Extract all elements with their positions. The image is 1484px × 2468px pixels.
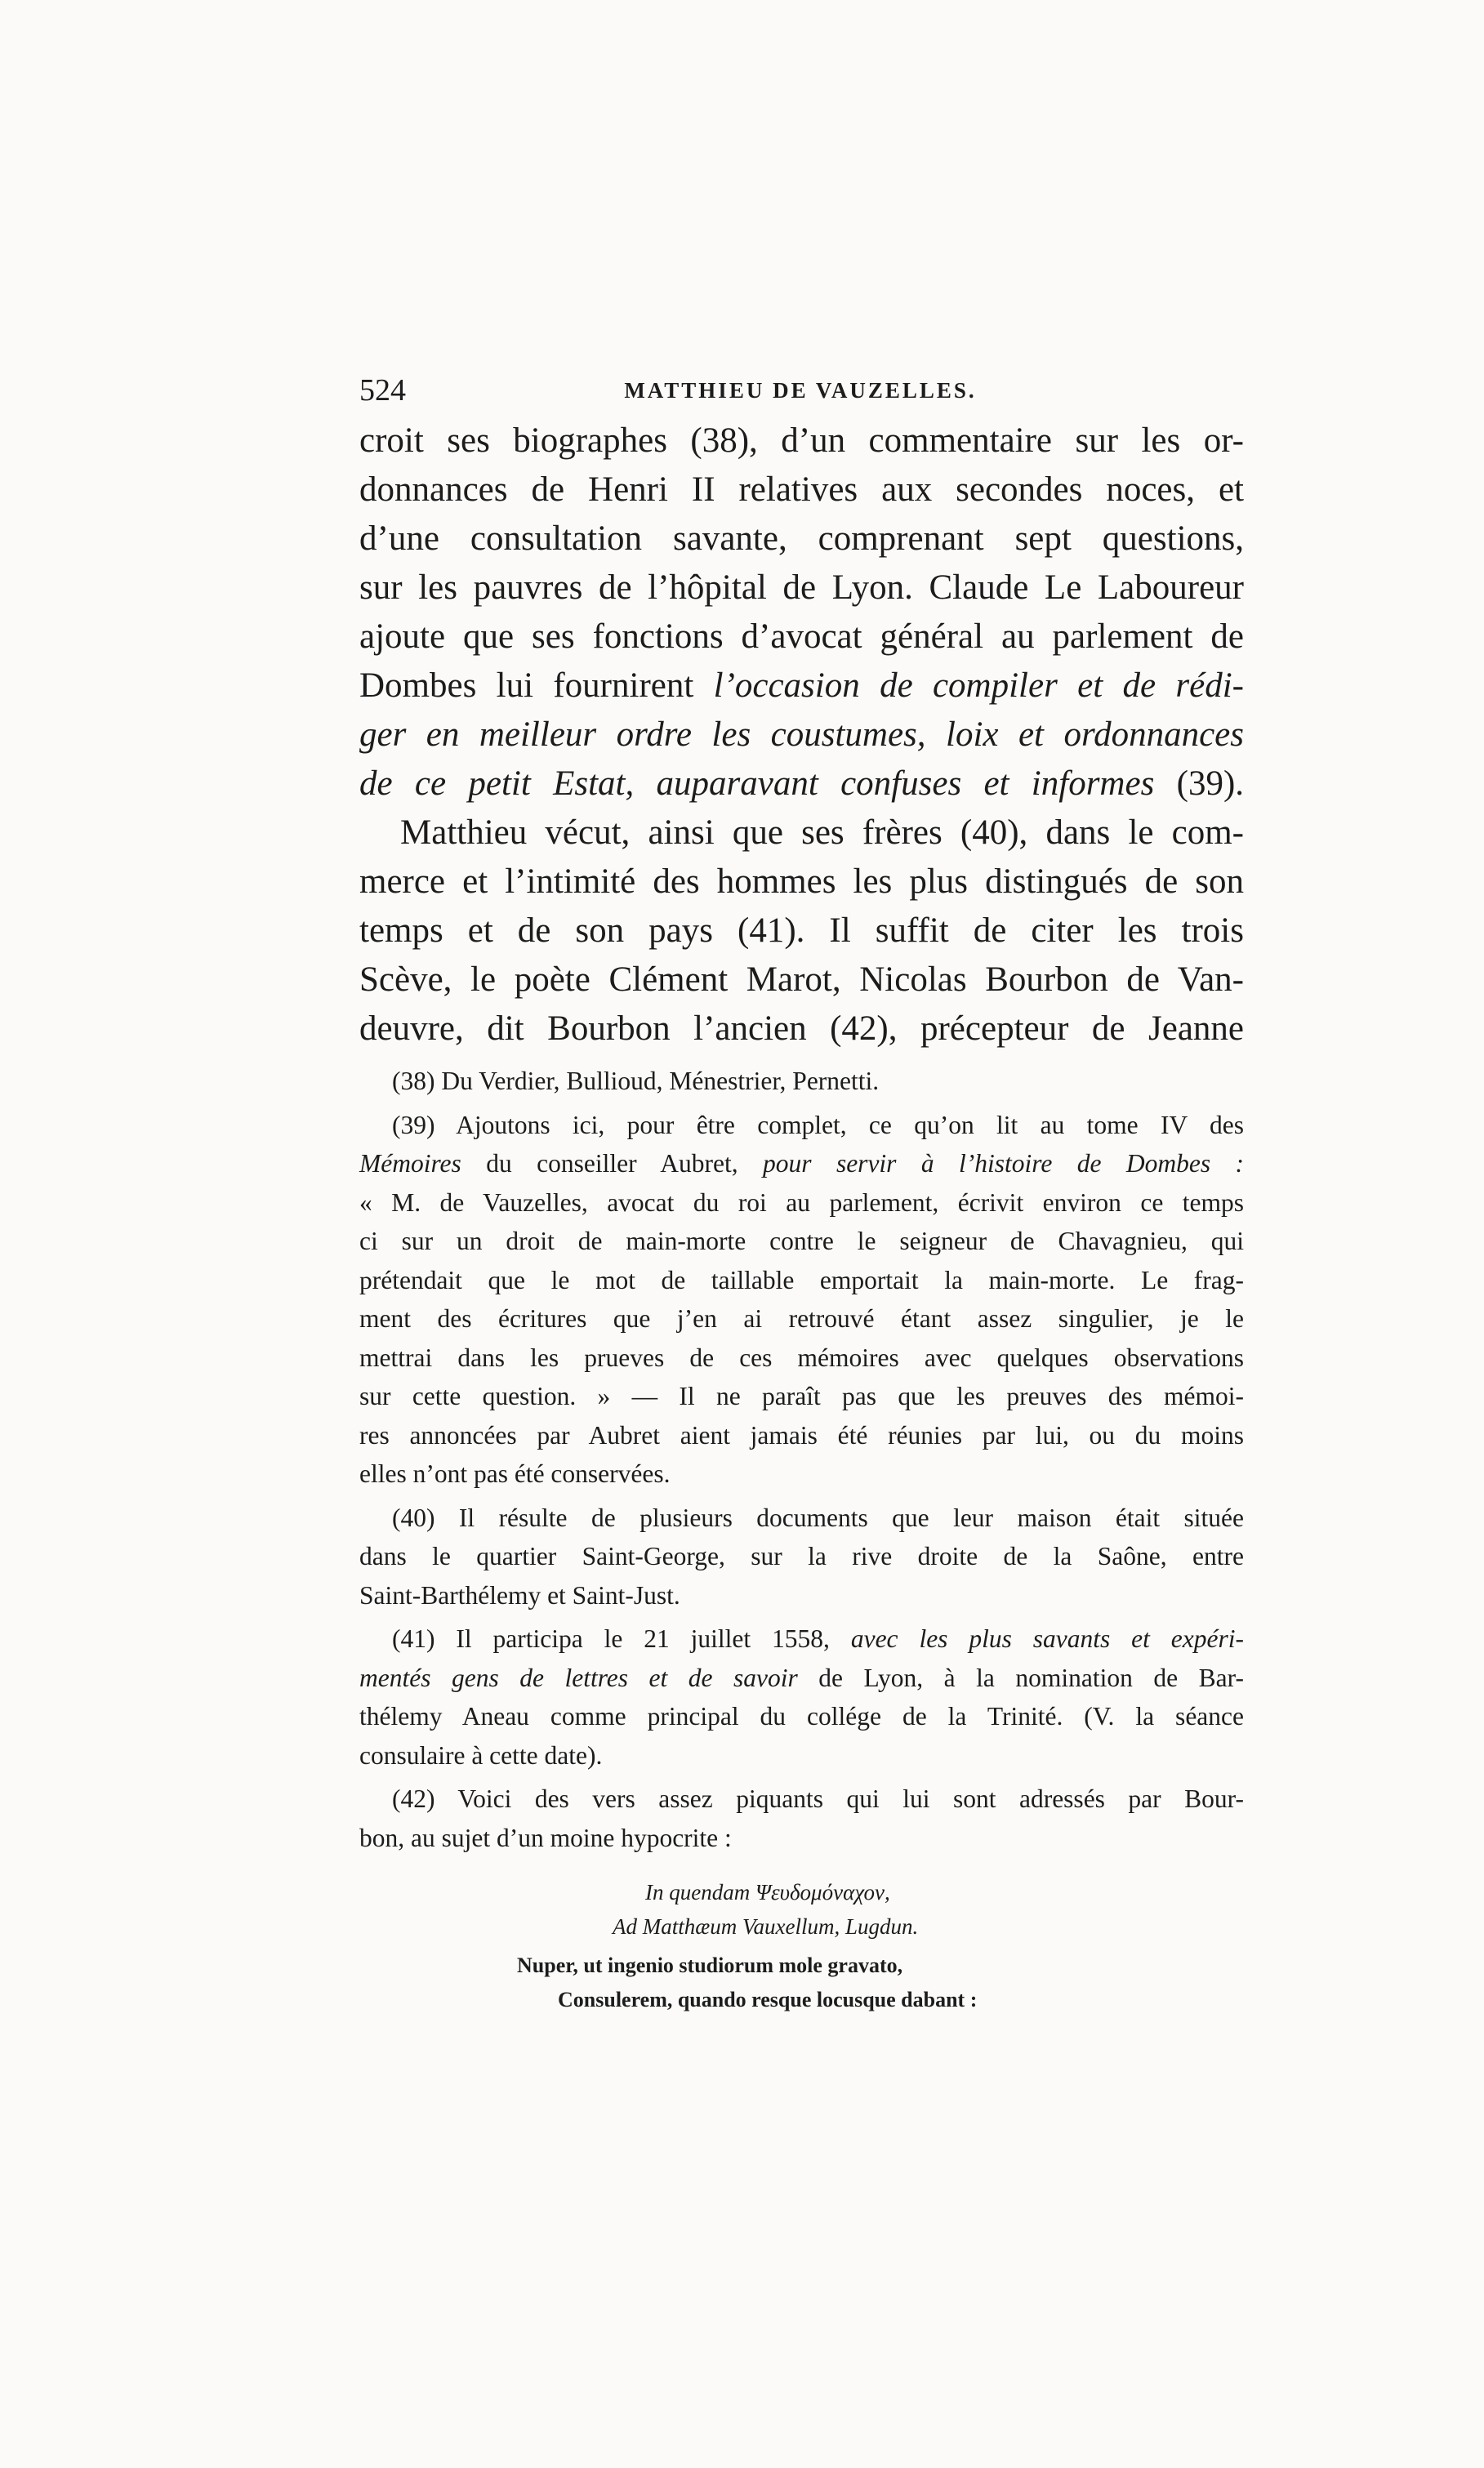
footnote-line: (40) Il résulte de plusieurs documents que leur maison était située: [392, 1503, 1244, 1532]
main-text: [359, 417, 1244, 1054]
footnote-line: dans le quartier Saint-George, sur la rive droite de la Saône, entre: [359, 1542, 1244, 1570]
footnote-line: ci sur un droit de main-morte contre le seigneur de Chavagnieu, qui: [359, 1227, 1244, 1255]
footnote-line: prétendait que le mot de taillable emportait la main-morte. Le frag-: [359, 1265, 1244, 1294]
text-line: Scève, le poète Clément Marot, Nicolas Bourbon de Van-: [359, 960, 1244, 999]
text-line: deuvre, dit Bourbon l’ancien (42), précepteur de Jeanne: [359, 1009, 1244, 1048]
text-line: donnances de Henri II relatives aux secondes noces, et: [359, 470, 1244, 509]
footnote-line: consulaire à cette date).: [359, 1740, 603, 1770]
italic-quote: mentés gens de lettres et de savoir: [359, 1663, 798, 1692]
footnote-line: « M. de Vauzelles, avocat du roi au parlement, écrivit environ ce temps: [359, 1187, 1244, 1217]
footnotes: [359, 1062, 1244, 1857]
text-segment: (41) Il participa le 21 juillet 1558,: [392, 1624, 830, 1653]
verse-line: Nuper, ut ingenio studiorum mole gravato,: [517, 1953, 903, 1977]
italic-quote: pour servir à l’histoire de Dombes :: [763, 1149, 1245, 1178]
italic-quote: de ce petit Estat, auparavant confuses et informes: [359, 764, 1155, 803]
text-line: merce et l’intimité des hommes les plus distingués de son: [359, 862, 1244, 901]
footnote-line: (42) Voici des vers assez piquants qui lui sont adressés par Bour-: [392, 1784, 1244, 1813]
text-segment: du conseiller Aubret,: [486, 1149, 738, 1178]
footnote-line: ment des écritures que j’en ai retrouvé étant assez singulier, je le: [359, 1304, 1244, 1333]
text-segment: (39).: [1176, 764, 1245, 803]
text-line: [359, 662, 1244, 711]
footnote-line: bon, au sujet d’un moine hypocrite :: [359, 1823, 732, 1852]
text-line: ajoute que ses fonctions d’avocat général au parlement de: [359, 617, 1244, 656]
running-title: MATTHIEU DE VAUZELLES.: [624, 378, 977, 403]
footnote-line: sur cette question. » — Il ne paraît pas que les preuves des mémoi-: [359, 1382, 1244, 1410]
italic-quote: Mémoires: [359, 1149, 461, 1178]
text-line: Matthieu vécut, ainsi que ses frères (40), dans le com-: [400, 813, 1244, 852]
verse-title: In quendam Ψευδομόναχον,: [645, 1880, 890, 1904]
text-segment: Dombes lui fournirent: [359, 666, 694, 705]
text-line: d’une consultation savante, comprenant sept questions,: [359, 519, 1244, 558]
text-line: temps et de son pays (41). Il suffit de citer les trois: [359, 911, 1244, 950]
footnote-line: Saint-Barthélemy et Saint-Just.: [359, 1580, 680, 1610]
footnote-line: (39) Ajoutons ici, pour être complet, ce qu’on lit au tome IV des: [392, 1110, 1244, 1139]
text-line: croit ses biographes (38), d’un commentaire sur les or-: [359, 421, 1244, 460]
footnote-line: mettrai dans les prueves de ces mémoires avec quelques observations: [359, 1343, 1244, 1372]
page-header: [359, 366, 1241, 415]
verse-line: Consulerem, quando resque locusque dabant :: [558, 1988, 978, 2011]
verse-block: [0, 1875, 1484, 1944]
verse-lines: [0, 1949, 1484, 2017]
text-line: [359, 760, 1244, 809]
footnote-line: res annoncées par Aubret aient jamais été réunies par lui, ou du moins: [359, 1420, 1244, 1450]
footnote-line: [359, 1659, 1244, 1698]
footnote-line: thélemy Aneau comme principal du collége de la Trinité. (V. la séance: [359, 1702, 1244, 1731]
footnote-line: elles n’ont pas été conservées.: [359, 1459, 671, 1488]
text-segment: de Lyon, à la nomination de Bar-: [818, 1663, 1244, 1692]
verse-subtitle: Ad Matthæum Vauxellum, Lugdun.: [613, 1914, 919, 1939]
page-number: 524: [359, 373, 406, 408]
footnote-line: [359, 1144, 1244, 1183]
text-line: sur les pauvres de l’hôpital de Lyon. Claude Le Laboureur: [359, 568, 1244, 607]
text-line: [359, 711, 1244, 760]
italic-quote: l’occasion de compiler et de rédi-: [713, 666, 1244, 705]
italic-quote: ger en meilleur ordre les coustumes, loix et ordonnances: [359, 715, 1244, 754]
italic-quote: avec les plus savants et expéri-: [850, 1624, 1244, 1653]
footnote-line: [359, 1619, 1244, 1659]
footnote-38: (38) Du Verdier, Bullioud, Ménestrier, Pernetti.: [392, 1067, 880, 1095]
